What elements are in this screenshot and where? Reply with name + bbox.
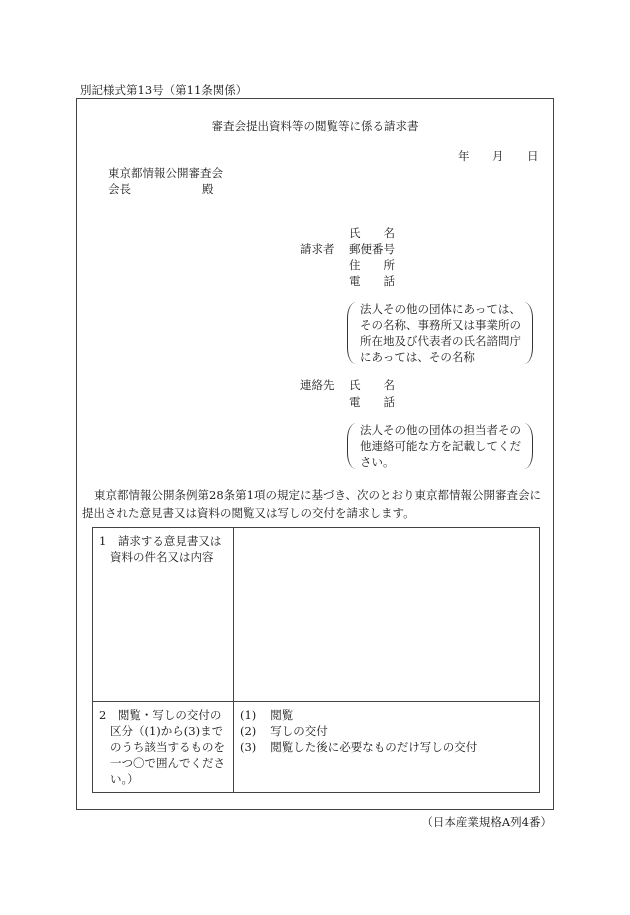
type-label-line: 2 閲覧・写しの交付の xyxy=(99,708,222,722)
contact-name-field: 氏 名 xyxy=(349,378,395,392)
request-table xyxy=(92,527,540,793)
requester-note-line: 所在地及び代表者の氏名諮問庁 xyxy=(360,334,521,348)
option-text: 写しの交付 xyxy=(270,724,328,738)
contact-label: 連絡先 xyxy=(300,378,335,392)
date-month: 月 xyxy=(492,149,504,163)
form-title: 審査会提出資料等の閲覧等に係る請求書 xyxy=(211,119,419,133)
addressee-chair: 会長 xyxy=(108,182,131,196)
requester-phone-field: 電 話 xyxy=(349,274,395,288)
option-copy[interactable] xyxy=(240,723,533,739)
contact-note-line: さい。 xyxy=(360,455,395,469)
requester-label: 請求者 xyxy=(300,242,335,256)
contact-note-line: 他連絡可能な方を記載してくだ xyxy=(360,439,521,453)
option-number: (2) xyxy=(240,724,257,738)
subject-label-cell xyxy=(93,528,234,702)
footer-paper-size: （日本産業規格A列4番） xyxy=(421,815,552,829)
date-day: 日 xyxy=(527,149,539,163)
addressee-org: 東京都情報公開審査会 xyxy=(108,166,223,180)
type-label-line: 区分（(1)から(3)まで xyxy=(110,724,224,738)
option-view[interactable] xyxy=(240,707,533,723)
requester-note-line: その名称、事務所又は事業所の xyxy=(360,318,521,332)
requester-postal-field: 郵便番号 xyxy=(349,242,395,256)
statement-line: 提出された意見書又は資料の閲覧又は写しの交付を請求します。 xyxy=(82,506,415,520)
subject-label-line: 資料の件名又は内容 xyxy=(110,550,214,564)
requester-note-line: にあっては、その名称 xyxy=(360,350,475,364)
contact-note-line: 法人その他の団体の担当者その xyxy=(360,423,521,437)
requester-note-line: 法人その他の団体にあっては、 xyxy=(360,302,521,316)
type-options-cell xyxy=(234,702,540,793)
addressee-honorific: 殿 xyxy=(202,182,214,196)
requester-address-field: 住 所 xyxy=(349,258,395,272)
subject-value-cell[interactable] xyxy=(234,528,540,702)
option-number: (3) xyxy=(240,740,257,754)
option-view-then-copy[interactable] xyxy=(240,739,533,755)
type-label-line: のうち該当するものを xyxy=(110,740,225,754)
table-row-type xyxy=(93,702,540,793)
table-row-subject xyxy=(93,528,540,702)
statement-line: 東京都情報公開条例第28条第1項の規定に基づき、次のとおり東京都情報公開審査会に xyxy=(94,488,541,502)
option-number: (1) xyxy=(240,708,257,722)
type-label-line: い。） xyxy=(110,772,139,786)
requester-name-field: 氏 名 xyxy=(349,226,395,240)
date-year: 年 xyxy=(458,149,470,163)
option-text: 閲覧 xyxy=(270,708,294,722)
option-text: 閲覧した後に必要なものだけ写しの交付 xyxy=(270,740,478,754)
contact-phone-field: 電 話 xyxy=(349,395,395,409)
subject-label-line: 1 請求する意見書又は xyxy=(99,534,222,548)
type-label-line: 一つ〇で囲んでくださ xyxy=(110,756,225,770)
type-label-cell xyxy=(93,702,234,793)
form-code: 別記様式第13号（第11条関係） xyxy=(80,83,248,97)
